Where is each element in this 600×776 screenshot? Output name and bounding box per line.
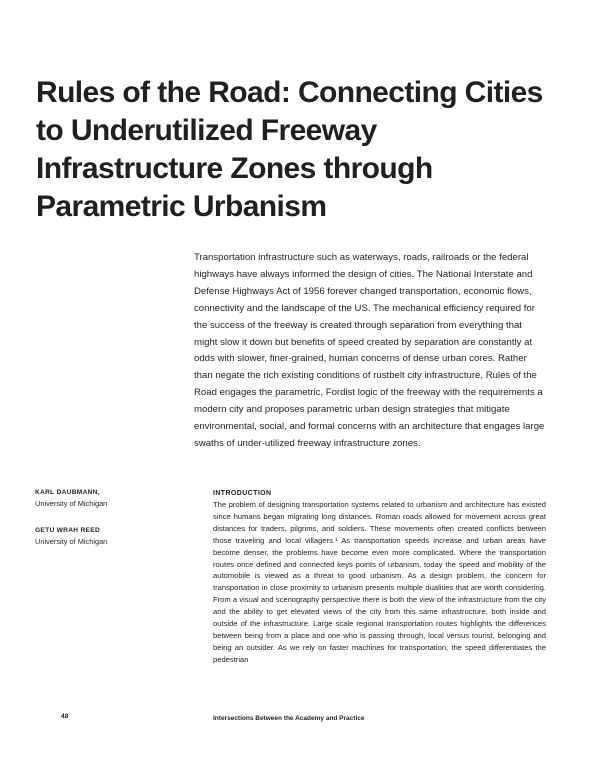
- body-text: The problem of designing transportation systems related to urbanism and architecture has existed since humans began migrating long distances. Roman roads allowed for movement across great distances for traders, pilgrims, and soldiers. These movements often created conflicts between those traveling and local villagers.¹ As transportation speeds increase and urban areas have become denser, the problems have become even more complicated. Where the transportation routes once defined and connected keys points of urbanism, today the speed and mobility of the automobile is viewed as a threat to good urbanism. As a design problem, the concern for transportation in close proximity to urbanism presents multiple dualities that are worth considering. From a visual and scenography perspective there is both the view of the infrastructure from the city and the ability to get elevated views of the city from this same infrastructure, both inside and outside of the infrastructure. Large scale regional transportation routes highlights the differences between being from a place and one who is passing through, local versus tourist, belonging and being an outsider. As we rely on faster machines for transportation, the speed differentiates the pedestrian: [213, 500, 546, 664]
- author-block: [35, 487, 185, 509]
- running-footer: Intersections Between the Academy and Practice: [213, 715, 365, 722]
- abstract: Transportation infrastructure such as waterways, roads, railroads or the federal highways have always informed the design of cities. The National Interstate and Defense Highways Act of 1956 forever changed transportation, economic flows, connectivity and the landscape of the US. The mechanical efficiency required for the success of the freeway is created through separation from everything that might slow it down but benefits of speed created by separation are constantly at odds with slower, finer-grained, human concerns of dense urban cores. Rather than negate the rich existing conditions of rustbelt city infrastructure, Rules of the Road engages the parametric, Fordist logic of the freeway with the requirements a modern city and proposes parametric urban design strategies that mitigate environmental, social, and formal concerns with an architecture that engages large swaths of under-utilized freeway infrastructure zones.: [194, 252, 545, 449]
- author-affiliation: University of Michigan: [35, 537, 108, 546]
- paper-title: Rules of the Road: Connecting Cities to Underutilized Freeway Infrastructure Zones through Parametric Urbanism: [36, 76, 543, 223]
- section-heading: INTRODUCTION: [213, 490, 272, 497]
- author-affiliation: University of Michigan: [35, 499, 108, 508]
- author-name: GETU WRAH REED: [35, 527, 101, 534]
- author-name: KARL DAUBMANN,: [35, 489, 100, 496]
- page-number: 48: [61, 713, 69, 720]
- author-block: [35, 525, 185, 547]
